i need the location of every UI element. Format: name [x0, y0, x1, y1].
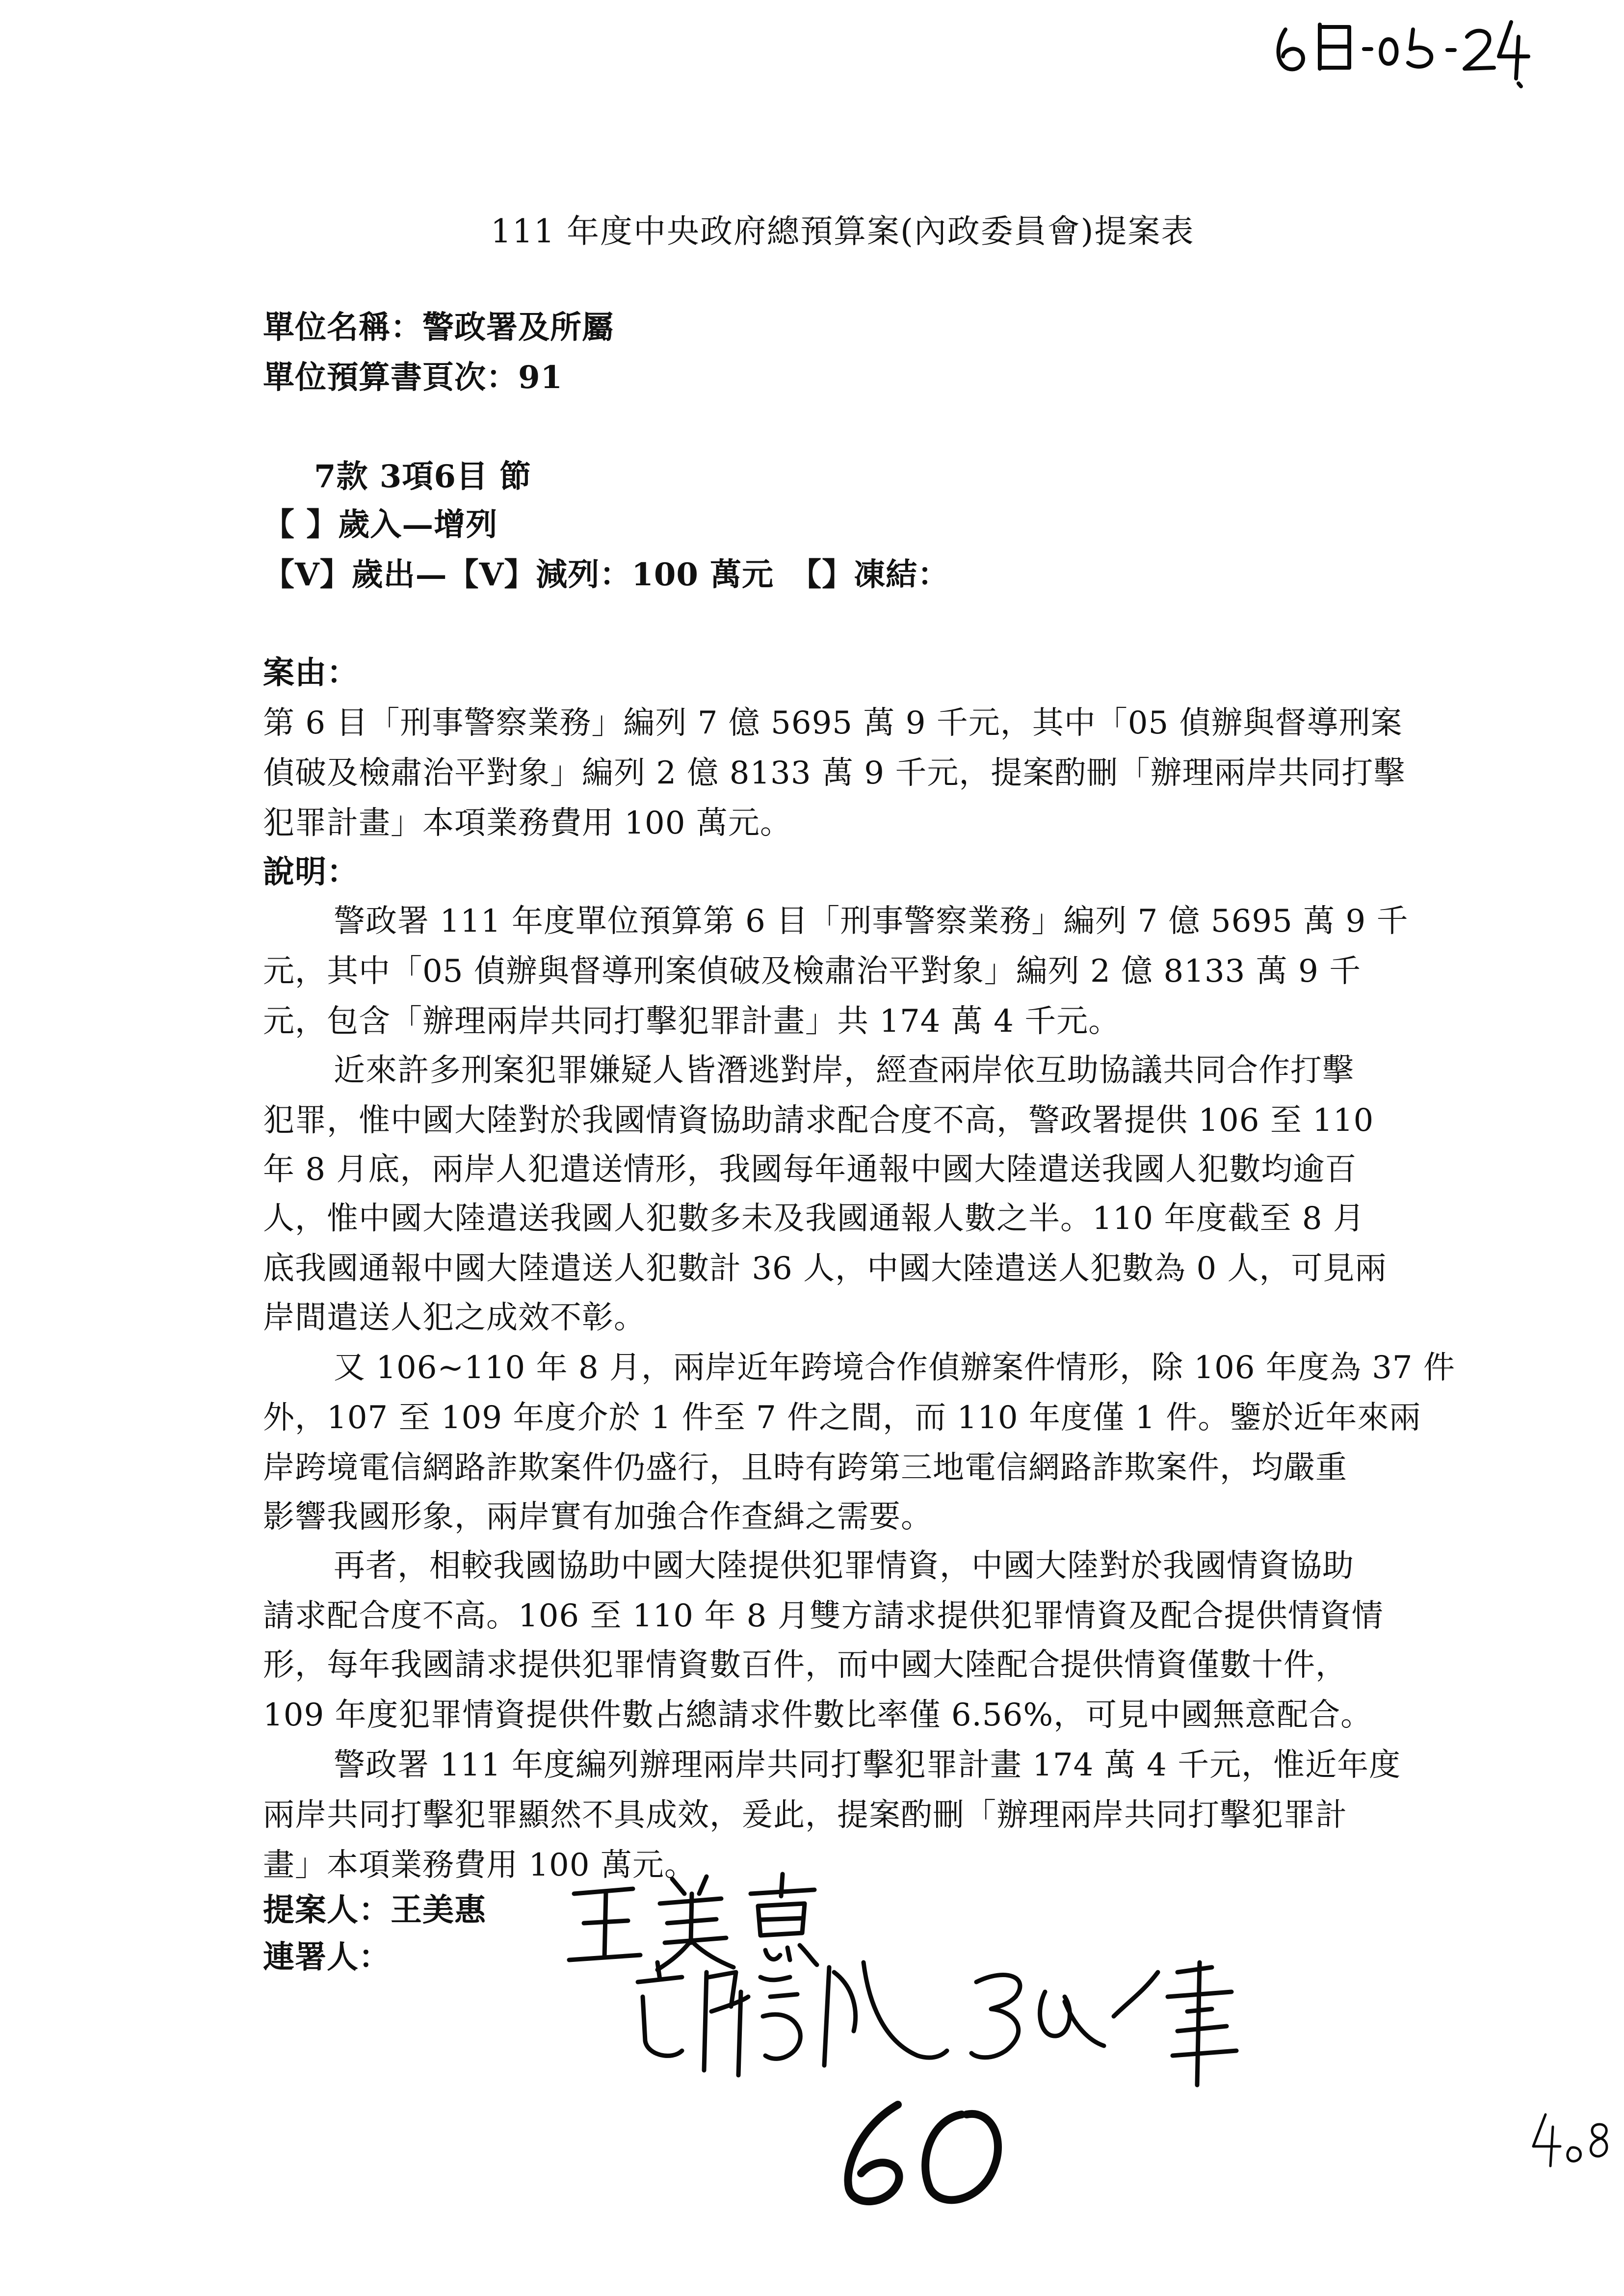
- explanation-line: 請求配合度不高。106 至 110 年 8 月雙方請求提供犯罪情資及配合提供情資情: [263, 1598, 1384, 1634]
- explanation-line: 畫」本項業務費用 100 萬元。: [263, 1847, 696, 1883]
- explanation-line: 外，107 至 109 年度介於 1 件至 7 件之間，而 110 年度僅 1 件。鑒於近年來兩: [263, 1400, 1421, 1436]
- expenditure-line: 【V】歲出—【V】減列：100 萬元 【】凍結：: [263, 556, 950, 593]
- section-code: 7款 3項6目 節: [314, 458, 532, 495]
- reason-heading: 案由：: [263, 654, 359, 691]
- budget-page: 單位預算書頁次：91: [263, 359, 563, 396]
- handwritten-date-stamp: [1266, 10, 1541, 88]
- proposer: 提案人：王美惠: [263, 1892, 486, 1929]
- explanation-line: 人，惟中國大陸遣送我國人犯數多未及我國通報人數之半。110 年度截至 8 月: [263, 1200, 1365, 1237]
- revenue-line: 【 】歲入—增列: [263, 506, 498, 543]
- explanation-line: 警政署 111 年度編列辦理兩岸共同打擊犯罪計畫 174 萬 4 千元，惟近年度: [334, 1747, 1401, 1783]
- explanation-line: 近來許多刑案犯罪嫌疑人皆潛逃對岸，經查兩岸依互助協議共同合作打擊: [334, 1052, 1354, 1089]
- explanation-line: 再者，相較我國協助中國大陸提供犯罪情資，中國大陸對於我國情資協助: [334, 1548, 1354, 1584]
- explanation-line: 影響我國形象，兩岸實有加強合作查緝之需要。: [263, 1499, 933, 1535]
- reason-line: 偵破及檢肅治平對象」編列 2 億 8133 萬 9 千元，提案酌刪「辦理兩岸共同打擊: [263, 755, 1406, 791]
- reason-line: 犯罪計畫」本項業務費用 100 萬元。: [263, 805, 792, 841]
- explanation-line: 元，包含「辦理兩岸共同打擊犯罪計畫」共 174 萬 4 千元。: [263, 1003, 1121, 1040]
- explanation-line: 元，其中「05 偵辦與督導刑案偵破及檢肅治平對象」編列 2 億 8133 萬 9 千: [263, 953, 1362, 990]
- reason-line: 第 6 目「刑事警察業務」編列 7 億 5695 萬 9 千元，其中「05 偵辦與督導刑案: [263, 705, 1403, 741]
- explanation-line: 兩岸共同打擊犯罪顯然不具成效，爰此，提案酌刪「辦理兩岸共同打擊犯罪計: [263, 1797, 1347, 1833]
- explanation-line: 岸跨境電信網路詐欺案件仍盛行，且時有跨第三地電信網路詐欺案件，均嚴重: [263, 1450, 1347, 1486]
- explanation-line: 形，每年我國請求提供犯罪情資數百件，而中國大陸配合提供情資僅數十件，: [263, 1647, 1347, 1683]
- handwritten-signature-cosigners: [623, 1943, 1271, 2100]
- explanation-line: 警政署 111 年度單位預算第 6 目「刑事警察業務」編列 7 億 5695 萬 9 千: [334, 903, 1409, 939]
- explanation-line: 犯罪，惟中國大陸對於我國情資協助請求配合度不高，警政署提供 106 至 110: [263, 1102, 1374, 1139]
- explanation-line: 岸間遣送人犯之成效不彰。: [263, 1300, 646, 1336]
- explanation-heading: 說明：: [263, 854, 359, 890]
- explanation-line: 109 年度犯罪情資提供件數占總請求件數比率僅 6.56%，可見中國無意配合。: [263, 1697, 1373, 1733]
- page-title: 111 年度中央政府總預算案(內政委員會)提案表: [491, 212, 1195, 250]
- cosigner-label: 連署人：: [263, 1939, 391, 1976]
- handwritten-page-number: [1526, 2105, 1614, 2173]
- unit-name: 單位名稱：警政署及所屬: [263, 309, 614, 346]
- explanation-line: 底我國通報中國大陸遣送人犯數計 36 人，中國大陸遣送人犯數為 0 人，可見兩: [263, 1251, 1387, 1287]
- explanation-line: 年 8 月底，兩岸人犯遣送情形，我國每年通報中國大陸遣送我國人犯數均逾百: [263, 1151, 1357, 1188]
- handwritten-number: [824, 2095, 1030, 2213]
- explanation-line: 又 106~110 年 8 月，兩岸近年跨境合作偵辦案件情形，除 106 年度為 37 件: [334, 1350, 1455, 1386]
